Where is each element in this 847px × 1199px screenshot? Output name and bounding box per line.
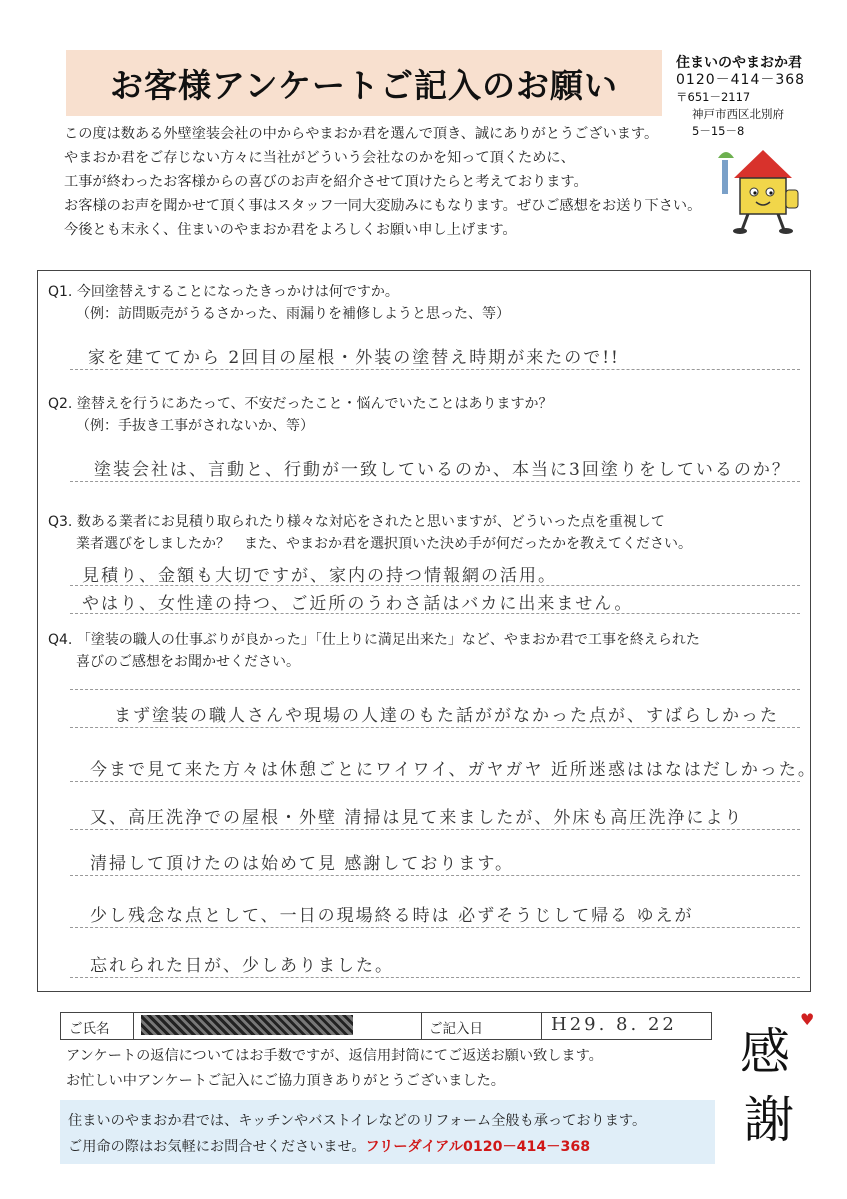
q4-answer-3: 又、高圧洗浄での屋根・外壁 清掃は見て来ましたが、外床も高圧洗浄により <box>90 808 744 828</box>
page-title: お客様アンケートご記入のお願い <box>109 65 619 105</box>
date-value: H29. 8. 22 <box>551 1014 677 1035</box>
q3-answer-1: 見積り、金額も大切ですが、家内の持つ情報網の活用。 <box>82 566 557 586</box>
name-label: ご氏名 <box>69 1021 110 1037</box>
divider <box>133 1013 134 1039</box>
footer-line-2 <box>68 1136 590 1156</box>
q1-answer: 家を建ててから 2回目の屋根・外装の塗替え時期が来たので!! <box>88 348 620 368</box>
q1-text: Q1. 今回塗替えすることになったきっかけは何ですか。 <box>48 284 399 300</box>
q2-example: （例：手抜き工事がされないか、等） <box>76 418 314 434</box>
divider <box>541 1013 542 1039</box>
footer-line-2-text: ご用命の際はお気軽にお問合せくださいませ。 <box>68 1139 366 1155</box>
kansha-char-2: 謝 <box>744 1091 794 1149</box>
q4-answer-2: 今まで見て来た方々は休憩ごとにワイワイ、ガヤガヤ 近所迷惑ははなはだしかった。 <box>90 760 817 780</box>
q4-text-2: 喜びのご感想をお聞かせください。 <box>76 654 300 670</box>
answer-line <box>70 689 800 690</box>
answer-line <box>70 977 800 978</box>
company-phone: 0120－414－368 <box>676 72 806 88</box>
kansha-char-1: 感 <box>740 1023 790 1081</box>
title-banner <box>66 50 662 116</box>
questionnaire-box <box>37 270 817 992</box>
free-dial-phone: フリーダイアル0120－414－368 <box>365 1139 591 1155</box>
redacted-name <box>141 1015 353 1035</box>
q4-answer-5: 少し残念な点として、一日の現場終る時は 必ずそうじして帰る ゆえが <box>90 906 694 926</box>
intro-line: この度は数ある外壁塗装会社の中からやまおか君を選んで頂き、誠にありがとうございます。 <box>64 126 659 142</box>
company-name: 住まいのやまおか君 <box>676 55 802 71</box>
q4-answer-6: 忘れられた日が、少しありました。 <box>90 956 394 976</box>
intro-line: お客様のお声を聞かせて頂く事はスタッフ一同大変励みにもなります。ぜひご感想をお送り下さい。 <box>64 198 702 214</box>
intro-line: やまおか君をご存じない方々に当社がどういう会社なのかを知って頂くために、 <box>64 150 575 166</box>
closing-line: お忙しい中アンケートご記入にご協力頂きありがとうございました。 <box>66 1073 505 1089</box>
answer-line <box>70 613 800 614</box>
answer-line <box>70 369 800 370</box>
q4-answer-4: 清掃して頂けたのは始めて見 感謝しております。 <box>90 854 515 874</box>
answer-line <box>70 875 800 876</box>
divider <box>421 1013 422 1039</box>
company-address-1: 神戸市西区北別府 <box>692 107 784 121</box>
intro-line: 今後とも末永く、住まいのやまおか君をよろしくお願い申し上げます。 <box>64 222 517 238</box>
company-zip: 〒651－2117 <box>676 90 751 104</box>
company-address-2: 5－15－8 <box>692 124 745 138</box>
closing-line: アンケートの返信についてはお手数ですが、返信用封筒にてご返送お願い致します。 <box>66 1048 603 1064</box>
answer-line <box>70 781 800 782</box>
q3-answer-2: やはり、女性達の持つ、ご近所のうわさ話はバカに出来ません。 <box>82 594 634 614</box>
intro-text <box>64 122 704 242</box>
q2-text: Q2. 塗替えを行うにあたって、不安だったこと・悩んでいたことはありますか？ <box>48 396 553 412</box>
footer-banner <box>60 1100 715 1164</box>
date-label: ご記入日 <box>429 1021 483 1037</box>
heart-icon: ♥ <box>800 1010 815 1029</box>
closing-text <box>66 1044 603 1094</box>
answer-line <box>70 585 800 586</box>
q2-answer: 塗装会社は、言動と、行動が一致しているのか、本当に3回塗りをしているのか？ <box>94 460 791 480</box>
q3-text-1: Q3. 数ある業者にお見積り取られたり様々な対応をされたと思いますが、どういった点を重視して <box>48 514 665 530</box>
footer-line-1: 住まいのやまおか君では、キッチンやバストイレなどのリフォーム全般も承っております。 <box>68 1113 647 1129</box>
answer-line <box>70 927 800 928</box>
answer-line <box>70 829 800 830</box>
answer-line <box>70 727 800 728</box>
kansha-calligraphy <box>730 1012 820 1152</box>
name-date-row <box>60 1012 712 1040</box>
q4-answer-1: まず塗装の職人さんや現場の人達のもた話ががなかった点が、すばらしかった <box>114 706 779 726</box>
q1-example: （例：訪問販売がうるさかった、雨漏りを補修しようと思った、等） <box>76 306 510 322</box>
q3-text-2: 業者選びをしましたか？ また、やまおか君を選択頂いた決め手が何だったかを教えてください。 <box>76 536 692 552</box>
house-mascot-icon <box>708 138 808 238</box>
answer-line <box>70 481 800 482</box>
q4-text-1: Q4. 「塗装の職人の仕事ぶりが良かった」「仕上りに満足出来た」など、やまおか君で工事を終えられた <box>48 632 700 648</box>
intro-line: 工事が終わったお客様からの喜びのお声を紹介させて頂けたらと考えております。 <box>64 174 588 190</box>
